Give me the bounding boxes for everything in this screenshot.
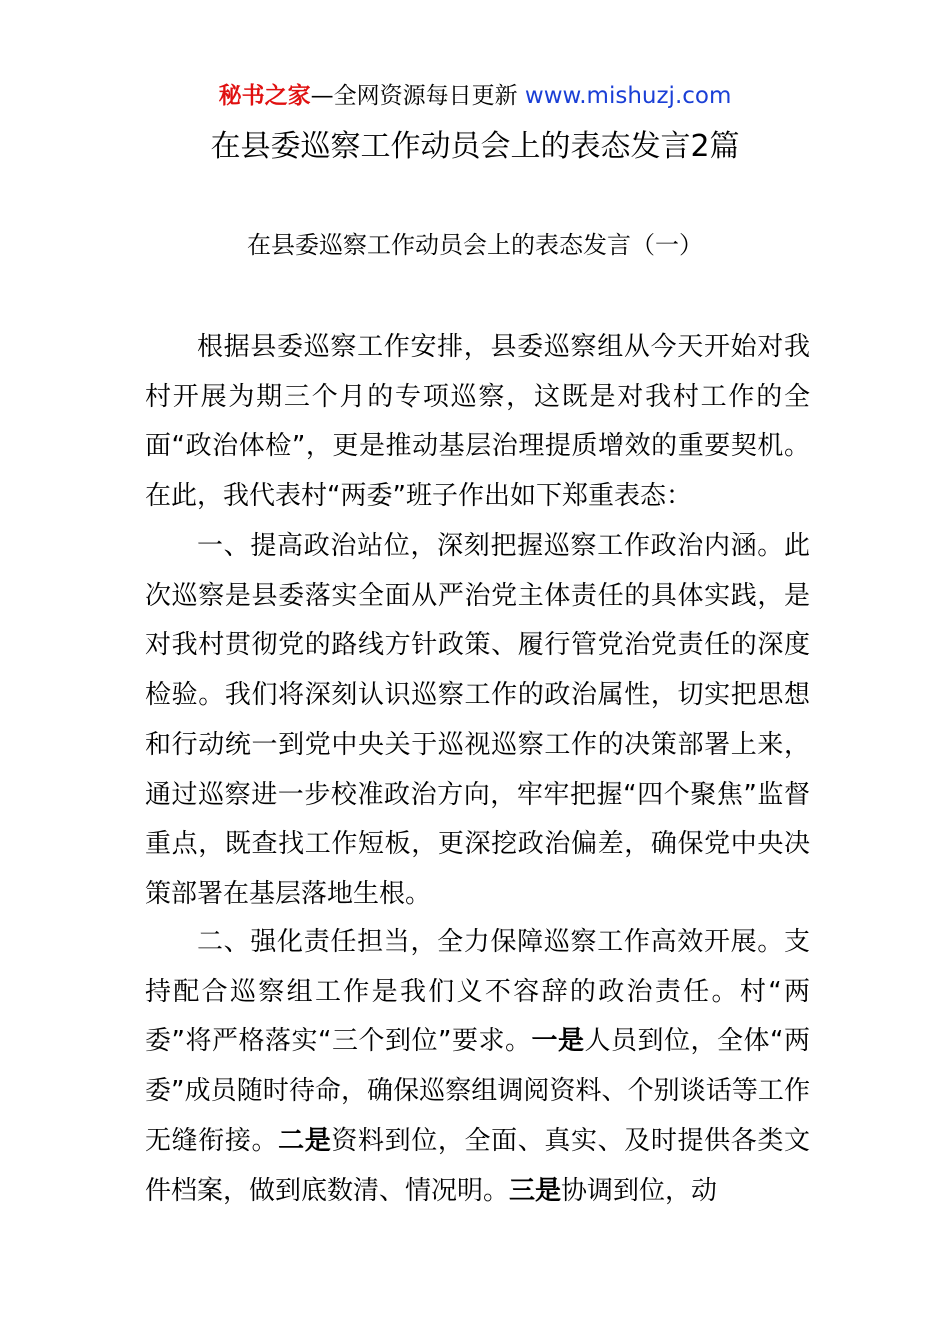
site-url[interactable]: www.mishuzj.com — [524, 83, 732, 109]
document-title: 在县委巡察工作动员会上的表态发言2篇 — [210, 129, 740, 164]
item-one-text: 人员到位，全体“两委”成员随时待命，确保巡察组调阅资料、个别谈话等工作无缝衔接。 — [145, 1026, 810, 1156]
paragraph-point-two-intro: 二、强化责任担当，全力保障巡察工作高效开展。支持配合巡察组工作是我们义不容辞的政治责任。村“两委”将严格落实“三个到位”要求。 — [145, 927, 810, 1057]
section-subtitle: 在县委巡察工作动员会上的表态发言（一） — [247, 231, 703, 259]
paragraph-point-two — [145, 918, 810, 1216]
paragraph-point-one: 一、提高政治站位，深刻把握巡察工作政治内涵。此次巡察是县委落实全面从严治党主体责任的具体实践，是对我村贯彻党的路线方针政策、履行管党治党责任的深度检验。我们将深刻认识巡察工作的政治属性，切实把思想和行动统一到党中央关于巡视巡察工作的决策部署上来，通过巡察进一步校准政治方向，牢牢把握“四个聚焦”监督重点，既查找工作短板，更深挖政治偏差，确保党中央决策部署在基层落地生根。 — [145, 531, 810, 909]
paragraph-intro: 根据县委巡察工作安排，县委巡察组从今天开始对我村开展为期三个月的专项巡察，这既是对我村工作的全面“政治体检”，更是推动基层治理提质增效的重要契机。在此，我代表村“两委”班子作出如下郑重表态： — [145, 332, 810, 512]
item-two-text: 资料到位，全面、真实、及时提供各类文件档案，做到底数清、情况明。 — [145, 1125, 810, 1206]
item-two-label: 二是 — [278, 1125, 332, 1156]
item-three-text: 协调到位，动 — [561, 1175, 718, 1206]
site-header — [0, 80, 950, 112]
brand-name: 秘书之家 — [218, 83, 311, 109]
item-one-label: 一是 — [531, 1026, 585, 1057]
item-three-label: 三是 — [509, 1175, 562, 1206]
header-tagline: —全网资源每日更新 — [310, 83, 525, 109]
